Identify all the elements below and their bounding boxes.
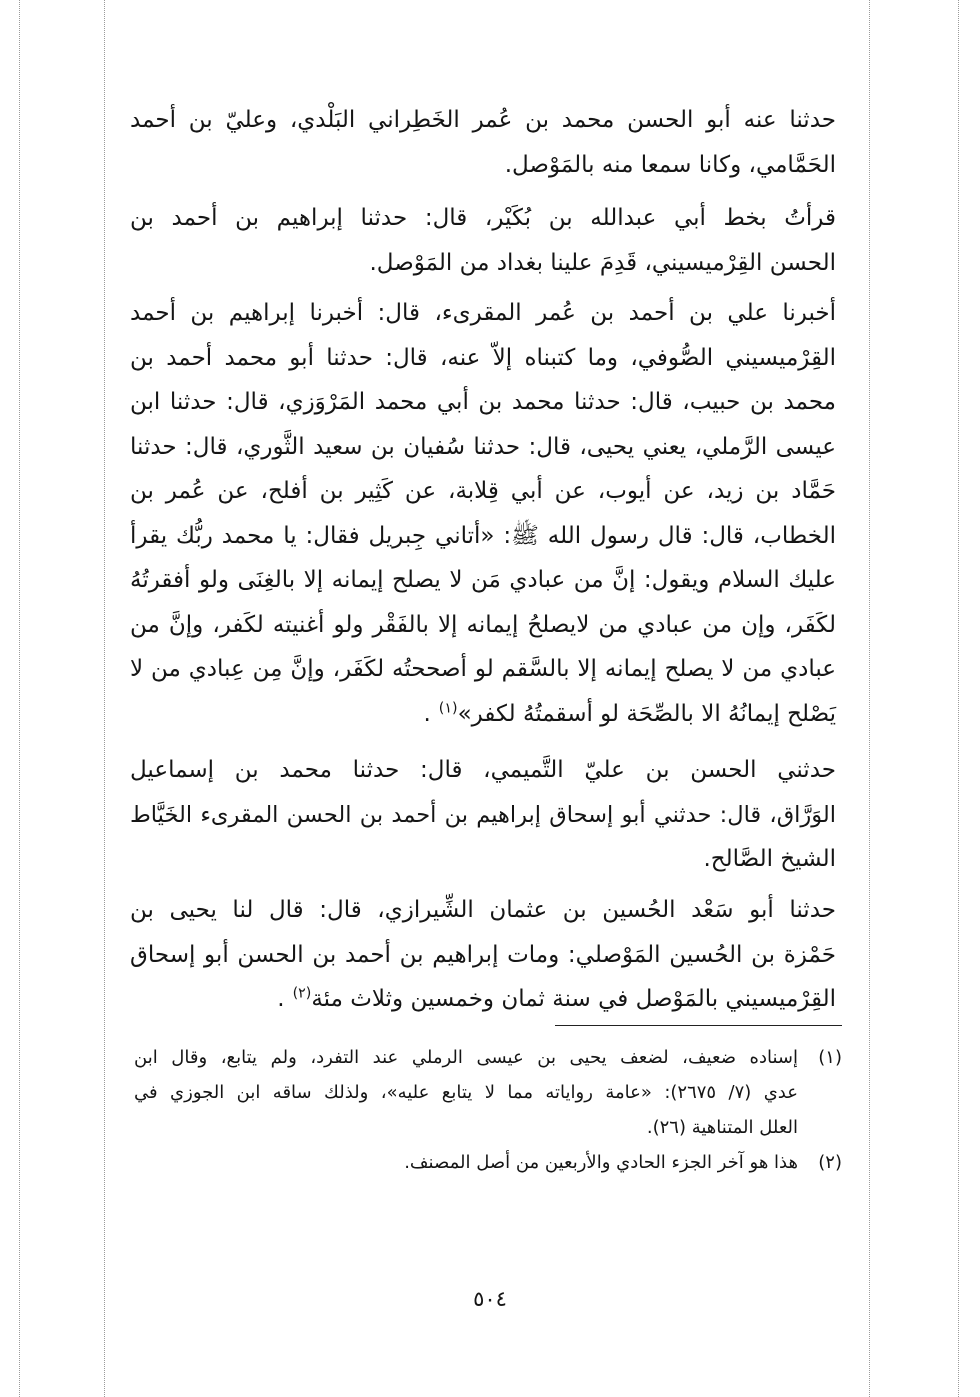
footnote-line: العلل المتناهية (٢٦). — [646, 1117, 798, 1138]
text-line: قرأتُ بخط أبي عبدالله بن بُكَيْر، قال: حدثنا إبراهيم بن أحمد بن — [130, 205, 836, 231]
text-line: أخبرنا علي بن أحمد بن عُمر المقرىء، قال: أخبرنا إبراهيم بن أحمد — [130, 300, 836, 326]
footnote-line: عدي (٧/ ٢٦٧٥): «عامة رواياته مما لا يتابع عليه»، ولذلك ساقه ابن الجوزي في — [134, 1082, 798, 1103]
text-line: الخطاب، قال: قال رسول الله ﷺ: «أتاني جِبريل فقال: يا محمد ربُّك يقرأ — [130, 522, 836, 549]
paragraph — [130, 291, 836, 736]
paragraph — [130, 888, 836, 1022]
footnote — [130, 1145, 842, 1180]
text-line: عيسى الرَّملي، يعني يحيى، قال: حدثنا سُفيان بن سعيد الثَّوري، قال: حدثنا — [130, 433, 836, 460]
footnote-line: هذا هو آخر الجزء الحادي والأربعين من أصل المصنف. — [404, 1152, 798, 1173]
scan-dotted-guide — [104, 0, 105, 1397]
footnote-ref-1: (١) — [438, 699, 458, 716]
text-line — [130, 692, 836, 737]
text-line: حدثني الحسن بن عليّ التَّميمي، قال: حدثنا محمد بن إسماعيل — [130, 757, 836, 783]
text-line: الحَمَّامي، وكانا سمعا منه بالمَوْصل. — [504, 151, 836, 178]
text-line: عبادي من لا يصلح إيمانه إلا بالسَّقم لو أصححتُه لكَفَر، وإنَّ مِن عِبادي من لا — [130, 656, 836, 682]
footnote-number: (٢) — [818, 1152, 842, 1173]
text-line: الحسن القِرْميسيني، قَدِمَ علينا بغداد من المَوْصل. — [369, 249, 836, 276]
scan-dotted-guide — [869, 0, 870, 1397]
line-text: القِرْميسيني بالمَوْصل في سنة ثمان وخمسين وثلاث مئة — [311, 986, 836, 1012]
text-line: حدثنا عنه أبو الحسن محمد بن عُمر الخَطِراني البَلْدي، وعليّ بن أحمد — [130, 107, 836, 133]
text-line: محمد بن حبيب، قال: حدثنا محمد بن أبي محمد المَرْوَزي، قال: حدثنا ابن — [130, 389, 836, 415]
text-line: الوَرَّاق، قال: حدثني أبو إسحاق إبراهيم بن أحمد بن الحسن المقرىء الخَيَّاط — [130, 801, 836, 828]
page-number: ٥٠٤ — [473, 1287, 507, 1311]
text-line: حَمْزة بن الحُسين المَوْصلي: ومات إبراهيم بن أحمد بن الحسن أبو إسحاق — [130, 941, 836, 968]
footnote-number: (١) — [818, 1047, 842, 1068]
footnote-line: إسناده ضعيف، لضعف يحيى بن عيسى الرملي عند التفرد، ولم يتابع، وقال ابن — [134, 1047, 798, 1068]
text-line — [130, 977, 836, 1022]
text-line: حدثنا أبو سَعْد الحُسين بن عثمان الشِّيرازي، قال: قال لنا يحيى بن — [130, 897, 836, 923]
text-line: عليك السلام ويقول: إنَّ من عبادي مَن لا يصلح إيمانه إلا بالغِنَى ولو أفقرتُهُ — [130, 567, 836, 593]
text-line: القِرْميسيني الصُّوفي، وما كتبناه إلاّ عنه، قال: حدثنا أبو محمد أحمد بن — [130, 344, 836, 371]
footnote — [130, 1040, 842, 1145]
paragraph — [130, 748, 836, 882]
footnote-separator — [555, 1025, 842, 1026]
footnote-body — [134, 1040, 798, 1145]
line-end-punctuation: . — [277, 986, 285, 1012]
text-line: حَمَّاد بن زيد، عن أيوب، عن أبي قِلابة، عن كَثِير بن أفلح، عن عُمر بن — [130, 478, 836, 504]
line-end-punctuation: . — [423, 700, 431, 727]
footnote-ref-2: (٢) — [292, 985, 312, 1002]
paragraph — [130, 98, 836, 187]
paragraph — [130, 196, 836, 285]
text-line: الشيخ الصَّالح. — [703, 846, 836, 872]
footnote-body — [134, 1145, 798, 1180]
scan-dotted-guide — [958, 0, 959, 1397]
scan-dotted-guide — [19, 0, 20, 1397]
text-line: لكَفَر، وإن من عبادي من لايصلحُ إيمانه إلا بالفَقْر ولو أغنيته لكَفر، وإنَّ من — [130, 611, 836, 638]
line-text: يَصْلح إيمانُهُ الا بالصِّحَة لو أسقمتُهُ لكفر» — [457, 700, 836, 727]
